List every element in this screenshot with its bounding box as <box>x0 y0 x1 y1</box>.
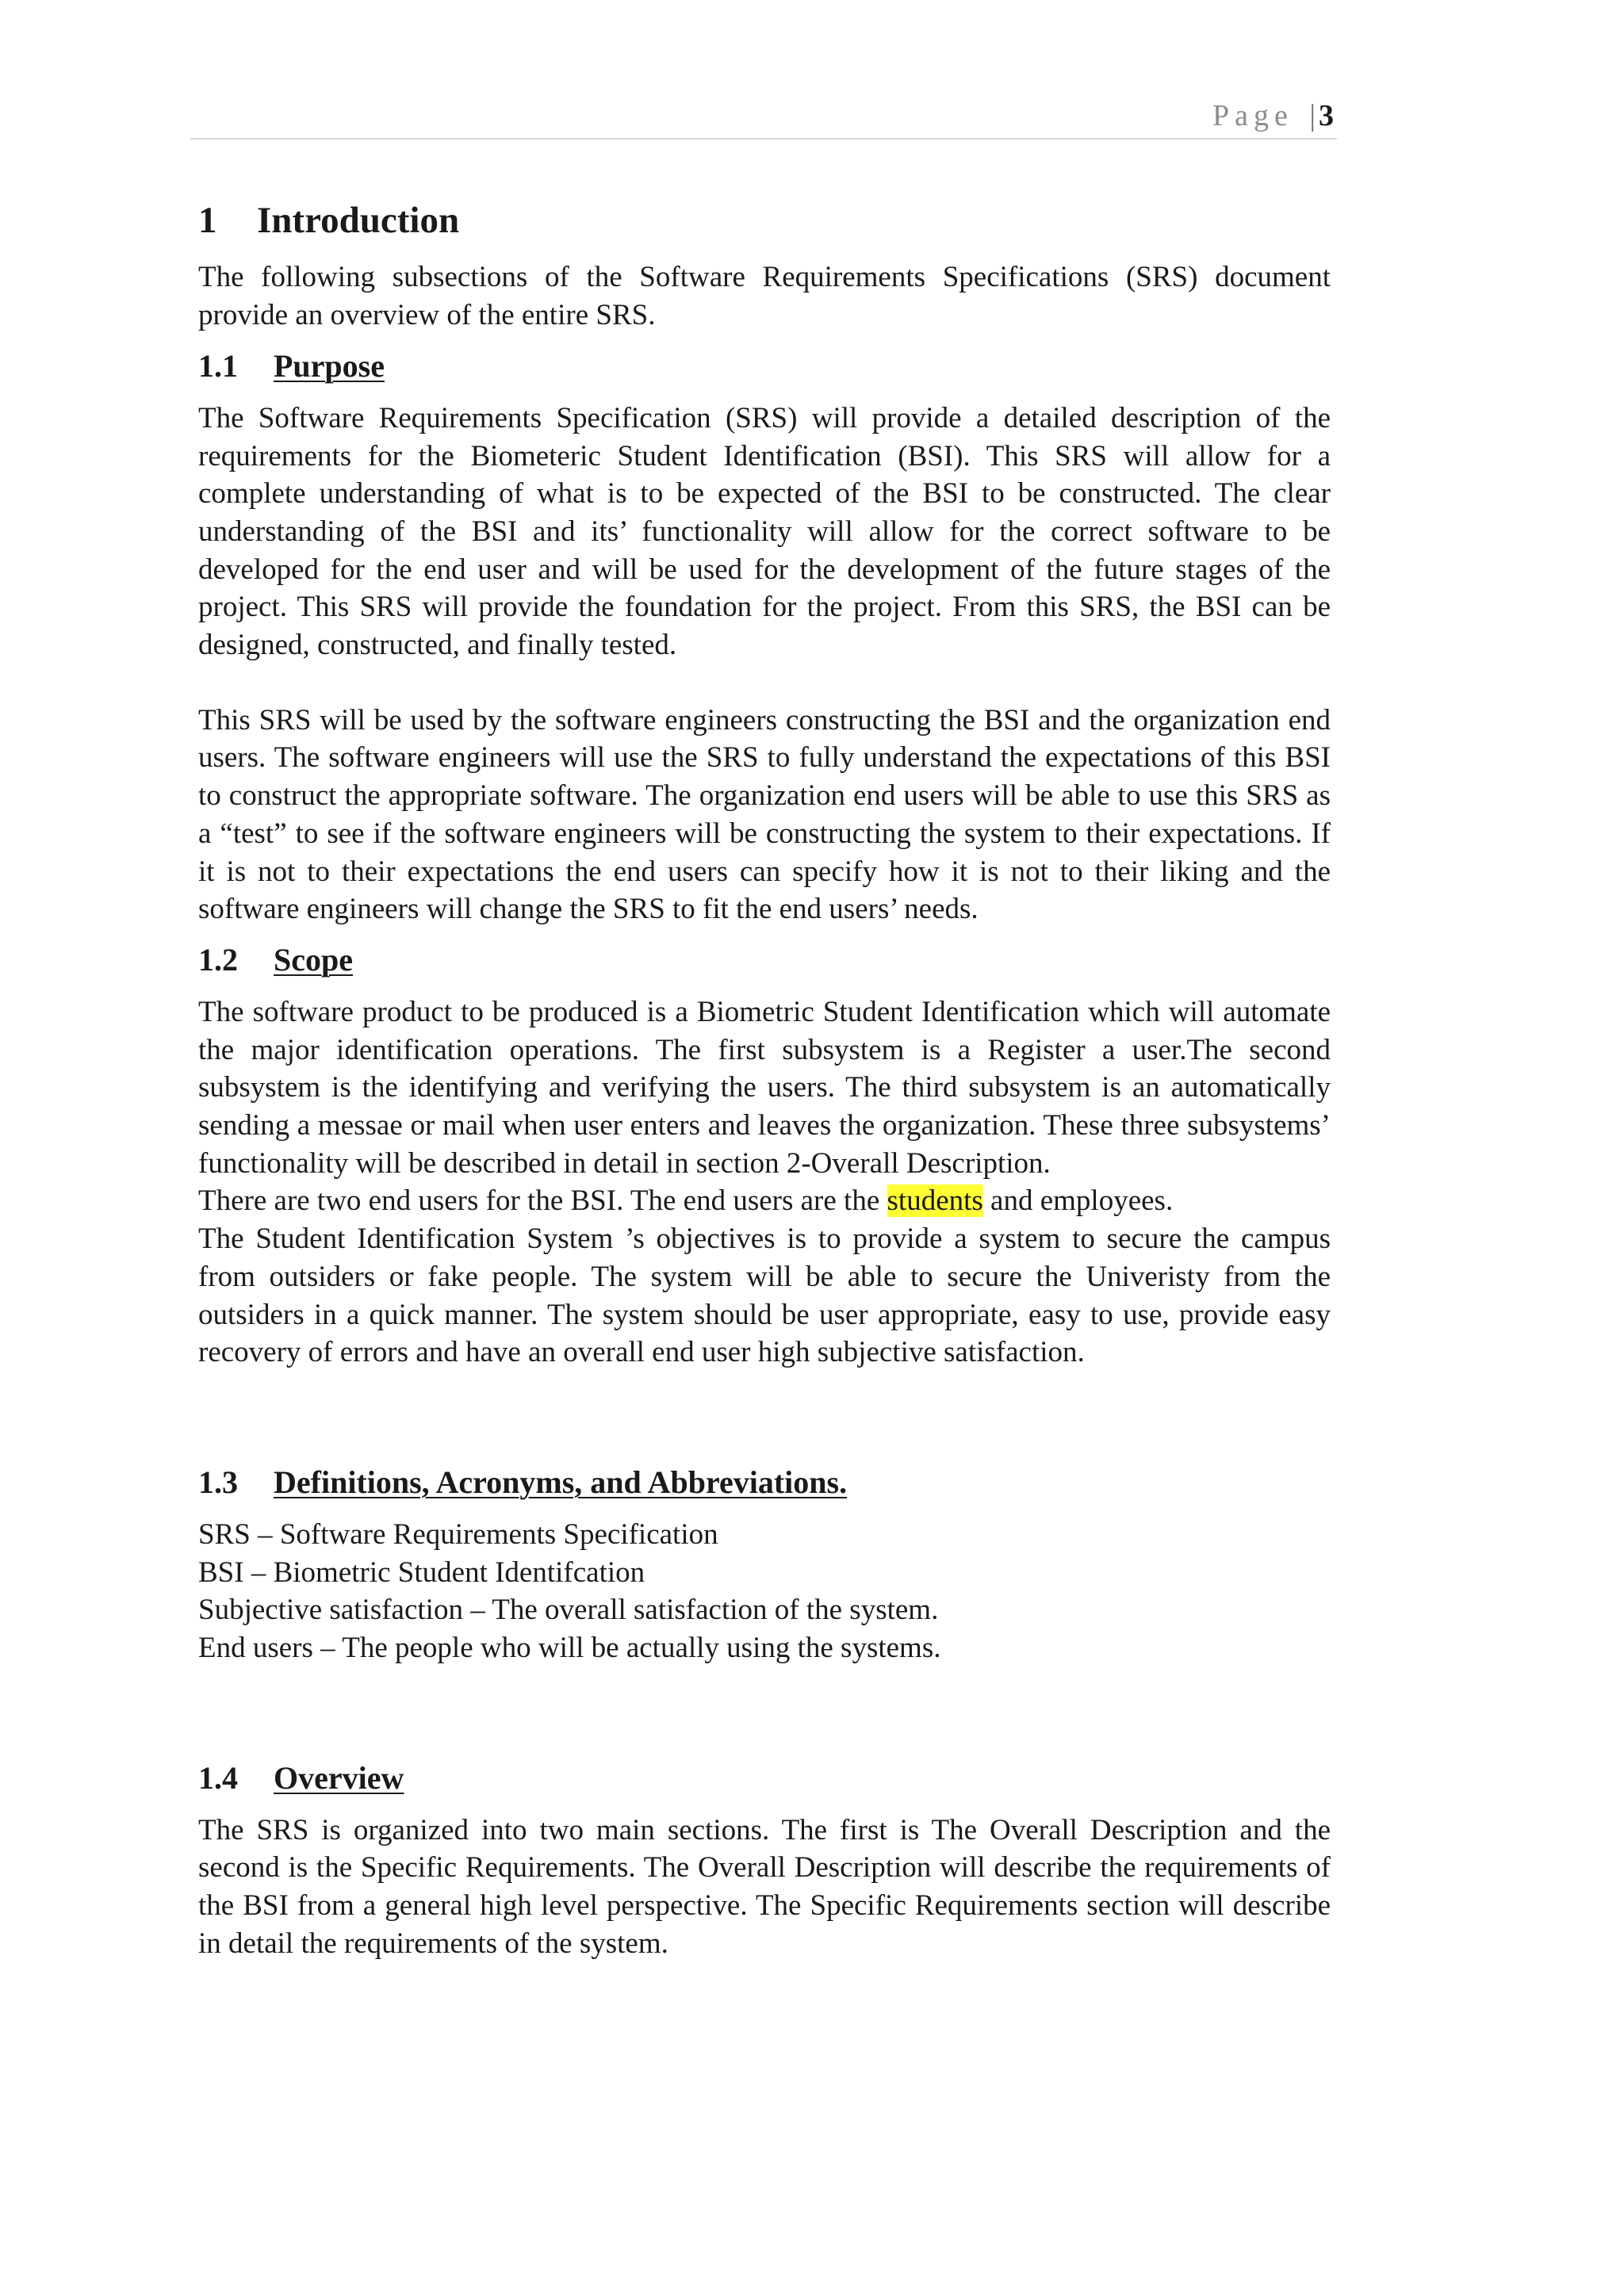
section-number: 1.3 <box>198 1464 238 1500</box>
scope-text-before: There are two end users for the BSI. The end users are the <box>198 1184 880 1218</box>
definition-item: BSI – Biometric Student Identifcation <box>198 1556 645 1589</box>
section-heading-overview <box>198 1759 1331 1797</box>
overview-paragraph: The SRS is organized into two main sections. The first is The Overall Description and the second is the Specific Requirements. The Overall Description will describe the requirements of the BSI from a general high level perspective. The Specific Requirements section will describe in detail the requirements of the system. <box>198 1813 1331 1960</box>
highlighted-word: students <box>887 1184 983 1218</box>
section-title: Introduction <box>257 200 460 241</box>
section-title: Scope <box>274 941 353 978</box>
section-title: Definitions, Acronyms, and Abbreviations. <box>274 1464 848 1500</box>
purpose-paragraph-2: This SRS will be used by the software engineers constructing the BSI and the organization end users. The software engineers will use the SRS to fully understand the expectations of this BSI to construct the appropriate software. The organization end users will be able to use this SRS as a “test” to see if the software engineers will be constructing the system to their expectations. If it is not to their expectations the end users can specify how it is not to their liking and the software engineers will change the SRS to fit the end users’ needs. <box>198 703 1331 926</box>
page-separator: | <box>1309 99 1316 132</box>
scope-paragraph-2 <box>198 1182 1331 1220</box>
definitions-list <box>198 1516 1331 1667</box>
section-spacer <box>198 1372 1331 1464</box>
definition-item: SRS – Software Requirements Specification <box>198 1517 718 1551</box>
section-heading-introduction <box>198 198 1331 243</box>
purpose-paragraph-1: The Software Requirements Specification (SRS) will provide a detailed description of the requirements for the Biometeric Student Identification (BSI). This SRS will allow for a complete understanding of what is to be expected of the BSI to be constructed. The clear understanding of the BSI and its’ functionality will allow for the correct software to be developed for the end user and will be used for the development of the future stages of the project. This SRS will provide the foundation for the project. From this SRS, the BSI can be designed, constructed, and finally tested. <box>198 401 1331 662</box>
section-number: 1 <box>198 200 217 241</box>
paragraph-spacer <box>198 664 1331 702</box>
section-title: Overview <box>274 1759 404 1796</box>
definition-item: End users – The people who will be actually using the systems. <box>198 1632 941 1665</box>
page-header <box>190 94 1337 140</box>
section-heading-definitions <box>198 1464 1331 1502</box>
section-number: 1.2 <box>198 941 238 978</box>
definition-item: Subjective satisfaction – The overall satisfaction of the system. <box>198 1594 939 1627</box>
intro-paragraph: The following subsections of the Software Requirements Specifications (SRS) document provide an overview of the entire SRS. <box>198 261 1331 332</box>
section-title: Purpose <box>274 347 385 384</box>
scope-text-after: and employees. <box>990 1184 1174 1218</box>
section-number: 1.4 <box>198 1759 238 1796</box>
page-number-label <box>1212 98 1334 133</box>
document-content <box>198 198 1331 1963</box>
scope-paragraph-3: The Student Identification System ’s objectives is to provide a system to secure the campus from outsiders or fake people. The system will be able to secure the Univeristy from the outsiders in a quick manner. The system should be user appropriate, easy to use, provide easy recovery of errors and have an overall end user high subjective satisfaction. <box>198 1223 1331 1369</box>
section-heading-scope <box>198 941 1331 979</box>
scope-paragraph-1: The software product to be produced is a Biometric Student Identification which will automate the major identification operations. The first subsystem is a Register a user.The second subsystem is the identifying and verifying the users. The third subsystem is an automatically sending a messae or mail when user enters and leaves the organization. These three subsystems’ functionality will be described in detail in section 2-Overall Description. <box>198 995 1331 1180</box>
section-number: 1.1 <box>198 347 238 384</box>
page-label: Page <box>1212 99 1293 132</box>
section-heading-purpose <box>198 347 1331 385</box>
section-spacer <box>198 1667 1331 1759</box>
page-number: 3 <box>1319 99 1334 132</box>
